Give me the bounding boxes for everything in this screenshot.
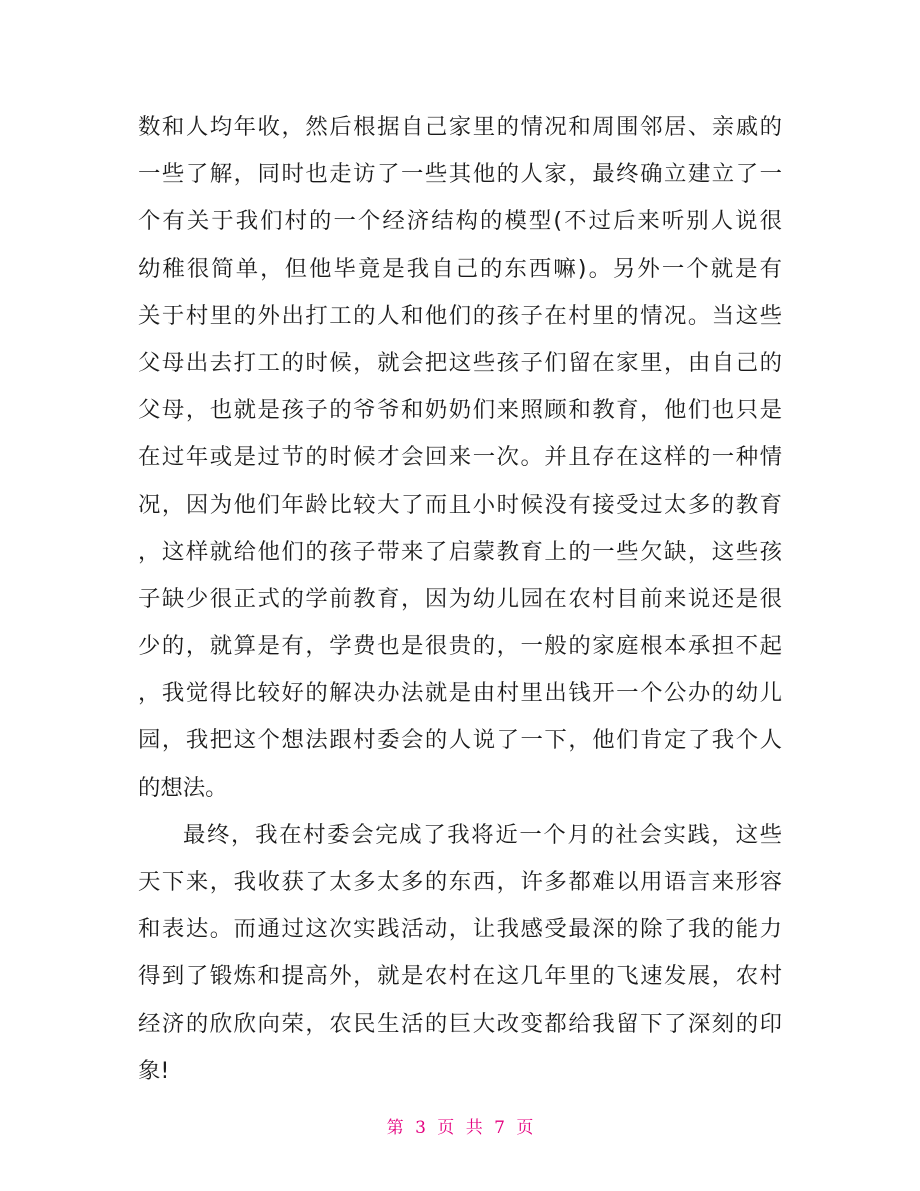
text-line: 子缺少很正式的学前教育，因为幼儿园在农村目前来说还是很	[138, 585, 782, 612]
body-text	[138, 104, 782, 1095]
text-line: 象!	[138, 1057, 170, 1084]
paragraph	[138, 812, 782, 1095]
text-line: 一些了解，同时也走访了一些其他的人家，最终确立建立了一	[138, 161, 782, 188]
text-line: ，我觉得比较好的解决办法就是由村里出钱开一个公办的幼儿	[138, 680, 782, 707]
text-line: 的想法。	[138, 774, 228, 801]
text-line: 个有关于我们村的一个经济结构的模型(不过后来听别人说很	[138, 208, 782, 235]
text-line: 父母，也就是孩子的爷爷和奶奶们来照顾和教育，他们也只是	[138, 397, 782, 424]
text-line: 关于村里的外出打工的人和他们的孩子在村里的情况。当这些	[138, 302, 782, 329]
text-line: 园，我把这个想法跟村委会的人说了一下，他们肯定了我个人	[138, 727, 782, 754]
text-line: 父母出去打工的时候，就会把这些孩子们留在家里，由自己的	[138, 349, 782, 376]
text-line: 况，因为他们年龄比较大了而且小时候没有接受过太多的教育	[138, 491, 782, 518]
paragraph	[138, 104, 782, 812]
text-line: 和表达。而通过这次实践活动，让我感受最深的除了我的能力	[138, 916, 782, 943]
text-line: 最终，我在村委会完成了我将近一个月的社会实践，这些	[183, 821, 782, 848]
text-line: ，这样就给他们的孩子带来了启蒙教育上的一些欠缺，这些孩	[138, 538, 782, 565]
text-line: 数和人均年收，然后根据自己家里的情况和周围邻居、亲戚的	[138, 114, 782, 140]
text-line: 幼稚很简单，但他毕竟是我自己的东西嘛)。另外一个就是有	[138, 255, 782, 282]
text-line: 在过年或是过节的时候才会回来一次。并且存在这样的一种情	[138, 444, 782, 471]
text-line: 得到了锻炼和提高外，就是农村在这几年里的飞速发展，农村	[138, 963, 782, 990]
page-footer: 第 3 页 共 7 页	[386, 1118, 534, 1138]
text-line: 天下来，我收获了太多太多的东西，许多都难以用语言来形容	[138, 869, 782, 895]
text-line: 少的，就算是有，学费也是很贵的，一般的家庭根本承担不起	[138, 633, 782, 660]
text-line: 经济的欣欣向荣，农民生活的巨大改变都给我留下了深刻的印	[138, 1010, 782, 1037]
